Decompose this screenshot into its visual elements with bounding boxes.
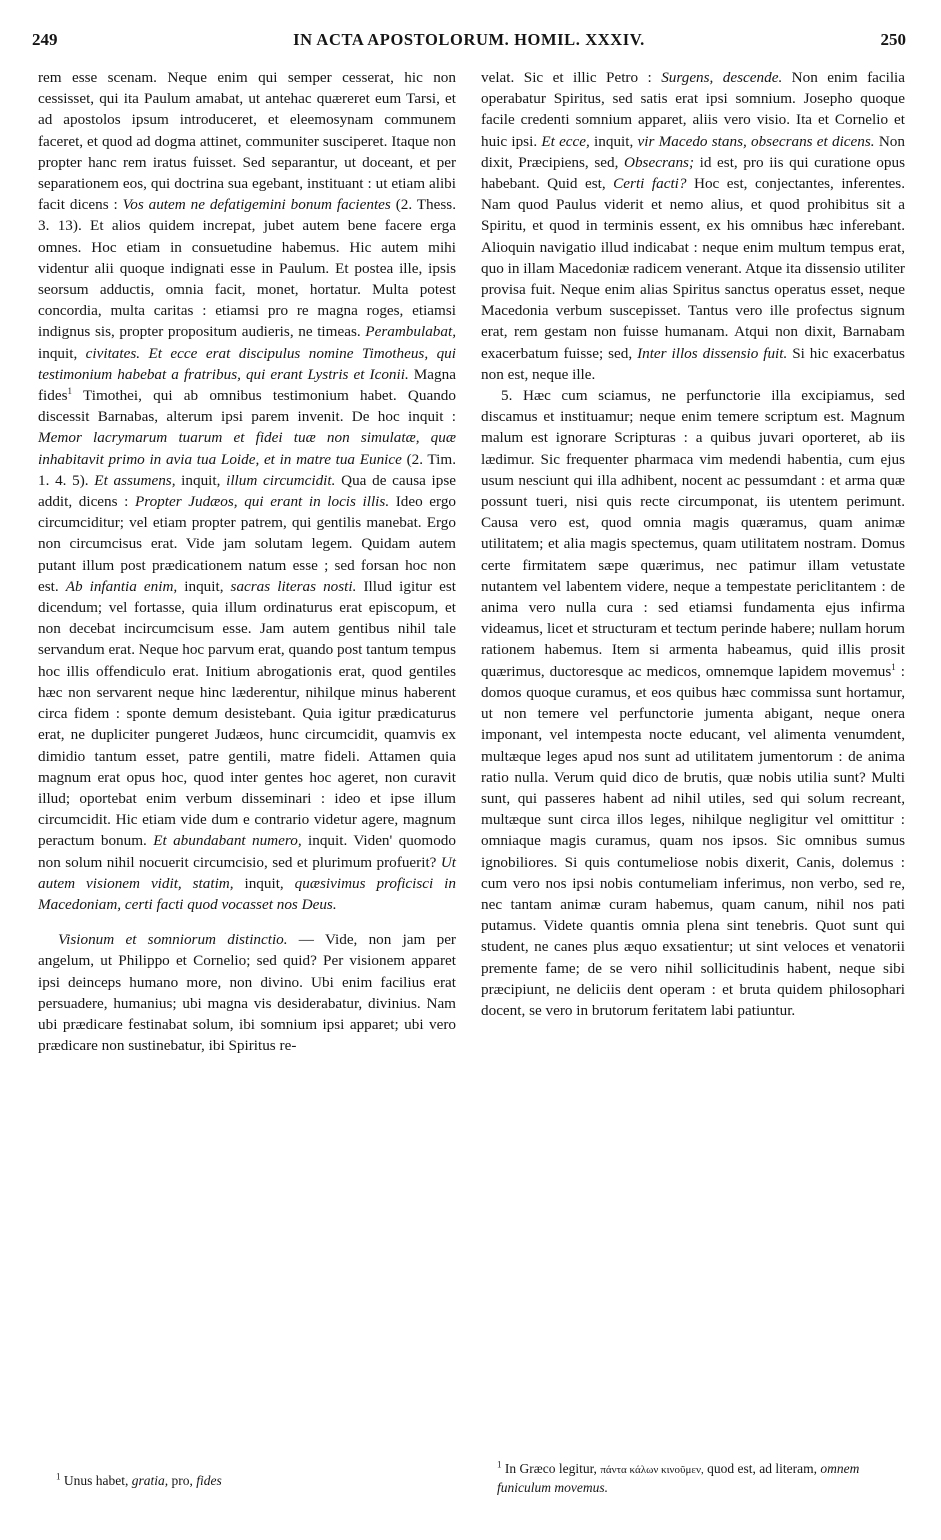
text-run: pro, xyxy=(168,1473,197,1488)
text-run: fides xyxy=(196,1473,222,1488)
text-run: gratia, xyxy=(131,1473,169,1488)
text-run: (2. Tim. 1. 4. 5). xyxy=(38,450,456,489)
quotation: Et ecce, xyxy=(541,132,590,150)
quotation: Vos autem ne defatigemini bonum facientes xyxy=(122,196,391,214)
text-run: id est, pro iis qui curatione opus habebant. Quid est, xyxy=(481,153,905,193)
quotation: Perambulabat, xyxy=(365,323,456,341)
footnote-left xyxy=(56,1472,436,1490)
text-run: Non enim facilia operabatur Spiritus, sed satis erat ipsi somnium. Josepho quoque facile credenti somnium apparet, aliis vero visio. Ita et Cornelio et huic ipsi. xyxy=(481,69,906,150)
paragraph xyxy=(38,929,456,1056)
paragraph xyxy=(481,67,905,385)
quotation: sacras literas nosti. xyxy=(230,577,357,595)
quotation: Et abundabant numero, xyxy=(153,832,302,850)
quotation: quæsivimus proficisci in Macedoniam, certi facti quod vocasset nos Deus. xyxy=(38,874,456,913)
left-column xyxy=(38,67,456,1056)
quotation: Surgens, descende. xyxy=(661,69,783,86)
text-run: inquit. Viden' quomodo non solum nihil nocuerit circumcisio, sed et plurimum profuerit? xyxy=(38,832,456,871)
text-run: Non dixit, Præcipiens, sed, xyxy=(481,132,905,171)
paragraph xyxy=(38,67,456,915)
text-run: inquit, xyxy=(175,471,227,489)
quotation: Ut autem visionem vidit, statim, xyxy=(38,853,456,892)
section-number: 5. xyxy=(501,387,513,405)
text-run: Hæc cum sciamus, ne perfunctorie illa excipiamus, sed discamus et instituamur; neque enim temere scriptum est. Magnum malum est ignorare Scripturas : a quibus juvari oporteret, ab iis lædimur. Sic frequenter pharmaca vim medendi habentia, cum ejus usum nesciunt qui illa adhibent, nocent ac pessumdant : et arma quæ possunt tueri, nisi quis recte circumponat, iis utentem perimunt. Causa vero est, quod omnia magis quæramus, quam animæ utilitatem; et alia magis spectemus, quam utilitatem nostram. Domus certe firmitatem sæpe quærimus, nec patimur illam vetustate nutantem vel labentem videre, neque a tempestate periclitantem : de anima vero nulla cura : sed etiamsi fundamenta ejus infirma videamus, licet et structuram et tectum perinde habere; nullam horum rationem habemus. Item si armenta habeamus, quid illis prosit quærimus, ductoresque ac medicos, omnemque lapidem movemus xyxy=(481,387,905,680)
footnote-marker: 1 xyxy=(891,661,896,672)
section-heading: Visionum et somniorum distinctio. xyxy=(58,931,288,949)
text-run: rem esse scenam. Neque enim qui semper cesserat, hic non cessisset, qui ita Paulum amabat, ut antehac quæreret eum Tarsi, et ad apostolos ipsum introduceret, et eleemosynam communem faceret, et quod ad dogma attinet, communiter susciperet. Itaque non propter hanc rem iratus fuisset. Sed separantur, ut doceant, et per separationem eos, qui doctrina sua egebant, instituant : ut etiam alibi facit dicens : xyxy=(38,69,456,214)
running-title: IN ACTA APOSTOLORUM. HOMIL. XXXIV. xyxy=(293,30,645,49)
greek-text: πάντα κάλων κινοῦμεν, xyxy=(600,1464,704,1476)
quotation: Memor lacrymarum tuarum et fidei tuæ non simulatæ, quæ inhabitavit primo in avia tua Loide, et in matre tua Eunice xyxy=(38,429,456,468)
quotation: Propter Judæos, qui erant in locis illis. xyxy=(134,493,390,511)
text-run: omnem funiculum movemus. xyxy=(497,1461,860,1495)
text-run: Si hic exacerbatus non est, neque ille. xyxy=(481,344,905,383)
text-run: — Vide, non jam per angelum, ut Philippo et Cornelio; sed quid? Per visionem apparet ipsi deinceps humano more, non divino. Ubi enim facilius erat persuadere, humanius; ubi magna vis desiderabatur, divinius. Nam ubi prædicare festinabat solum, ibi somnium ipsi apparet; ubi vero prædicare non sustinebatur, ibi Spiritus re- xyxy=(38,931,456,1055)
quotation: Obsecrans; xyxy=(623,153,695,171)
footnote-number: 1 xyxy=(56,1471,61,1482)
right-column xyxy=(481,67,905,1021)
page-number-left: 249 xyxy=(32,30,58,49)
text-run: inquit, xyxy=(233,874,295,892)
paragraph xyxy=(481,385,905,1021)
quotation: Et assumens, xyxy=(94,471,176,489)
text-run: (2. Thess. 3. 13). Et alios quidem increpat, jubet autem bene facere erga omnes. Hoc etiam in consuetudine habemus. Hic autem mihi videntur alii quoque indignati esse in Paulum. Et postea ille, ipsis seorsum adductis, omnia facit, monet, hortatur. Multa potest concordia, multa caritas : etiamsi pro re magna roges, etiamsi indignus sis, propter propositum audieris, ne timeas. xyxy=(38,196,457,341)
quotation: vir Macedo stans, obsecrans et dicens. xyxy=(637,132,875,150)
footnote-number: 1 xyxy=(497,1459,502,1470)
quotation: illum circumcidit. xyxy=(226,471,336,489)
text-run: : domos quoque curamus, et eos quibus hæc commissa sunt hortamur, ut non temere vel perfunctorie jumenta abigant, neque onera imponant, vel intempesta nocte educant, vel alimenta venumdent, multæque leges apud nos sunt ad utilitatem jumentorum : de anima ratio nulla. Verum quid dico de brutis, quæ nobis utilia sunt? Multi sunt, qui passeres habent ad nihil utiles, sed qui solum recreant, multæque sunt circa illos leges, nihilque negligitur vel omittitur : omniaque magis curamus, quam nos ipsos. Sic omnibus sumus ignobiliores. Si quis contumeliose nobis dixerit, Canis, dolemus : cum vero nos ipsi nobis contumeliam inferimus, non verbo, sed re, nec tantam animæ curam habemus, quam canum, nihil nos pati putamus. Videte quantis omnia plena sint tenebris. Quot sunt qui student, ne canes plus æquo exsatientur; ut sint veloces et venatorii premente fame; de se vero nihil sollicitudinis habent, neque sibi præcipiunt, ne deliciis dent operam : et bruta quidem philosophari docent, se vero in brutorum feritatem labi patiuntur. xyxy=(481,662,905,1019)
text-run: Illud igitur est dicendum; vel fortasse, quia illum ordinaturus erat episcopum, et non decebat incircumcisum esse. Jam autem gentibus nihil tale servandum erat. Neque hoc parvum erat, quando post tantum tempus hoc illis offendiculo erat. Initium abrogationis erat, quod gentiles hæc non servarent neque hinc læderentur, nihilque minus haberent circa fidem : sponte demum desistebant. Quia igitur prædicaturus erat, ne dupliciter pungeret Judæos, hunc circumcidit, quamvis ex dimidio tantum esset, patre gentili, matre fideli. Attamen quia magnum erat opus hoc, quod inter gentes hoc ageret, non curavit illud; oportebat enim verbum disseminari : ideo et ipse illum circumcidit. Hic etiam vide dum e contrario videtur agere, magnum peractum bonum. xyxy=(38,577,456,850)
quotation: Certi facti? xyxy=(613,175,687,193)
text-run: Qua de causa ipse addit, dicens : xyxy=(38,471,456,511)
text-run: Hoc est, conjectantes, inferentes. Nam quod Paulus viderit et nemo alius, et quod prohibitus sit a Spiritu, et quod in terminis essent, ex his omnibus hæc inferebant. Alioquin navigatio illud indicabat : neque enim multum tempus erat, quo in illam Macedoniæ radicem venerant. Atque ita dissensio utiliter provisa fuit. Neque enim alias Spiritus sanctus operatus esset, neque Macedonia verbum suscepisset. Tantus vero ille profectus signum erat, rem gestam non fuisse humanam. Atqui non dixit, Barnabam exacerbatum fuisse; sed, xyxy=(481,175,905,362)
page-header xyxy=(32,30,906,54)
text-run: Timothei, qui ab omnibus testimonium habet. Quando discessit Barnabas, alterum ipsi parem invenit. De hoc inquit : xyxy=(38,387,456,426)
quotation: civitates. Et ecce erat discipulus nomine Timotheus, qui testimonium habebat a fratribus, qui erant Lystris et Iconii. xyxy=(38,344,456,383)
text-run: Unus habet, xyxy=(60,1473,132,1488)
text-run: quod est, ad literam, xyxy=(703,1461,821,1476)
quotation: Ab infantia enim, xyxy=(65,577,178,595)
text-run: inquit, xyxy=(589,132,638,150)
footnote-marker: 1 xyxy=(67,385,73,396)
text-run: inquit, xyxy=(38,344,86,362)
footnote-right xyxy=(497,1460,907,1497)
text-run: In Græco legitur, xyxy=(501,1461,601,1476)
page-number-right: 250 xyxy=(880,30,906,49)
text-run: inquit, xyxy=(177,577,231,595)
text-run: Magna fides xyxy=(38,365,456,405)
quotation: Inter illos dissensio fuit. xyxy=(637,344,788,362)
text-run: velat. Sic et illic Petro : xyxy=(481,69,662,86)
text-run: Ideo ergo circumciditur; vel etiam propter patrem, qui gentilis manebat. Ergo non circumcisus erat. Vide jam solutam legem. Quidam autem putant illum post prædicationem natum esse ; sed forsan hoc non est. xyxy=(38,493,457,595)
